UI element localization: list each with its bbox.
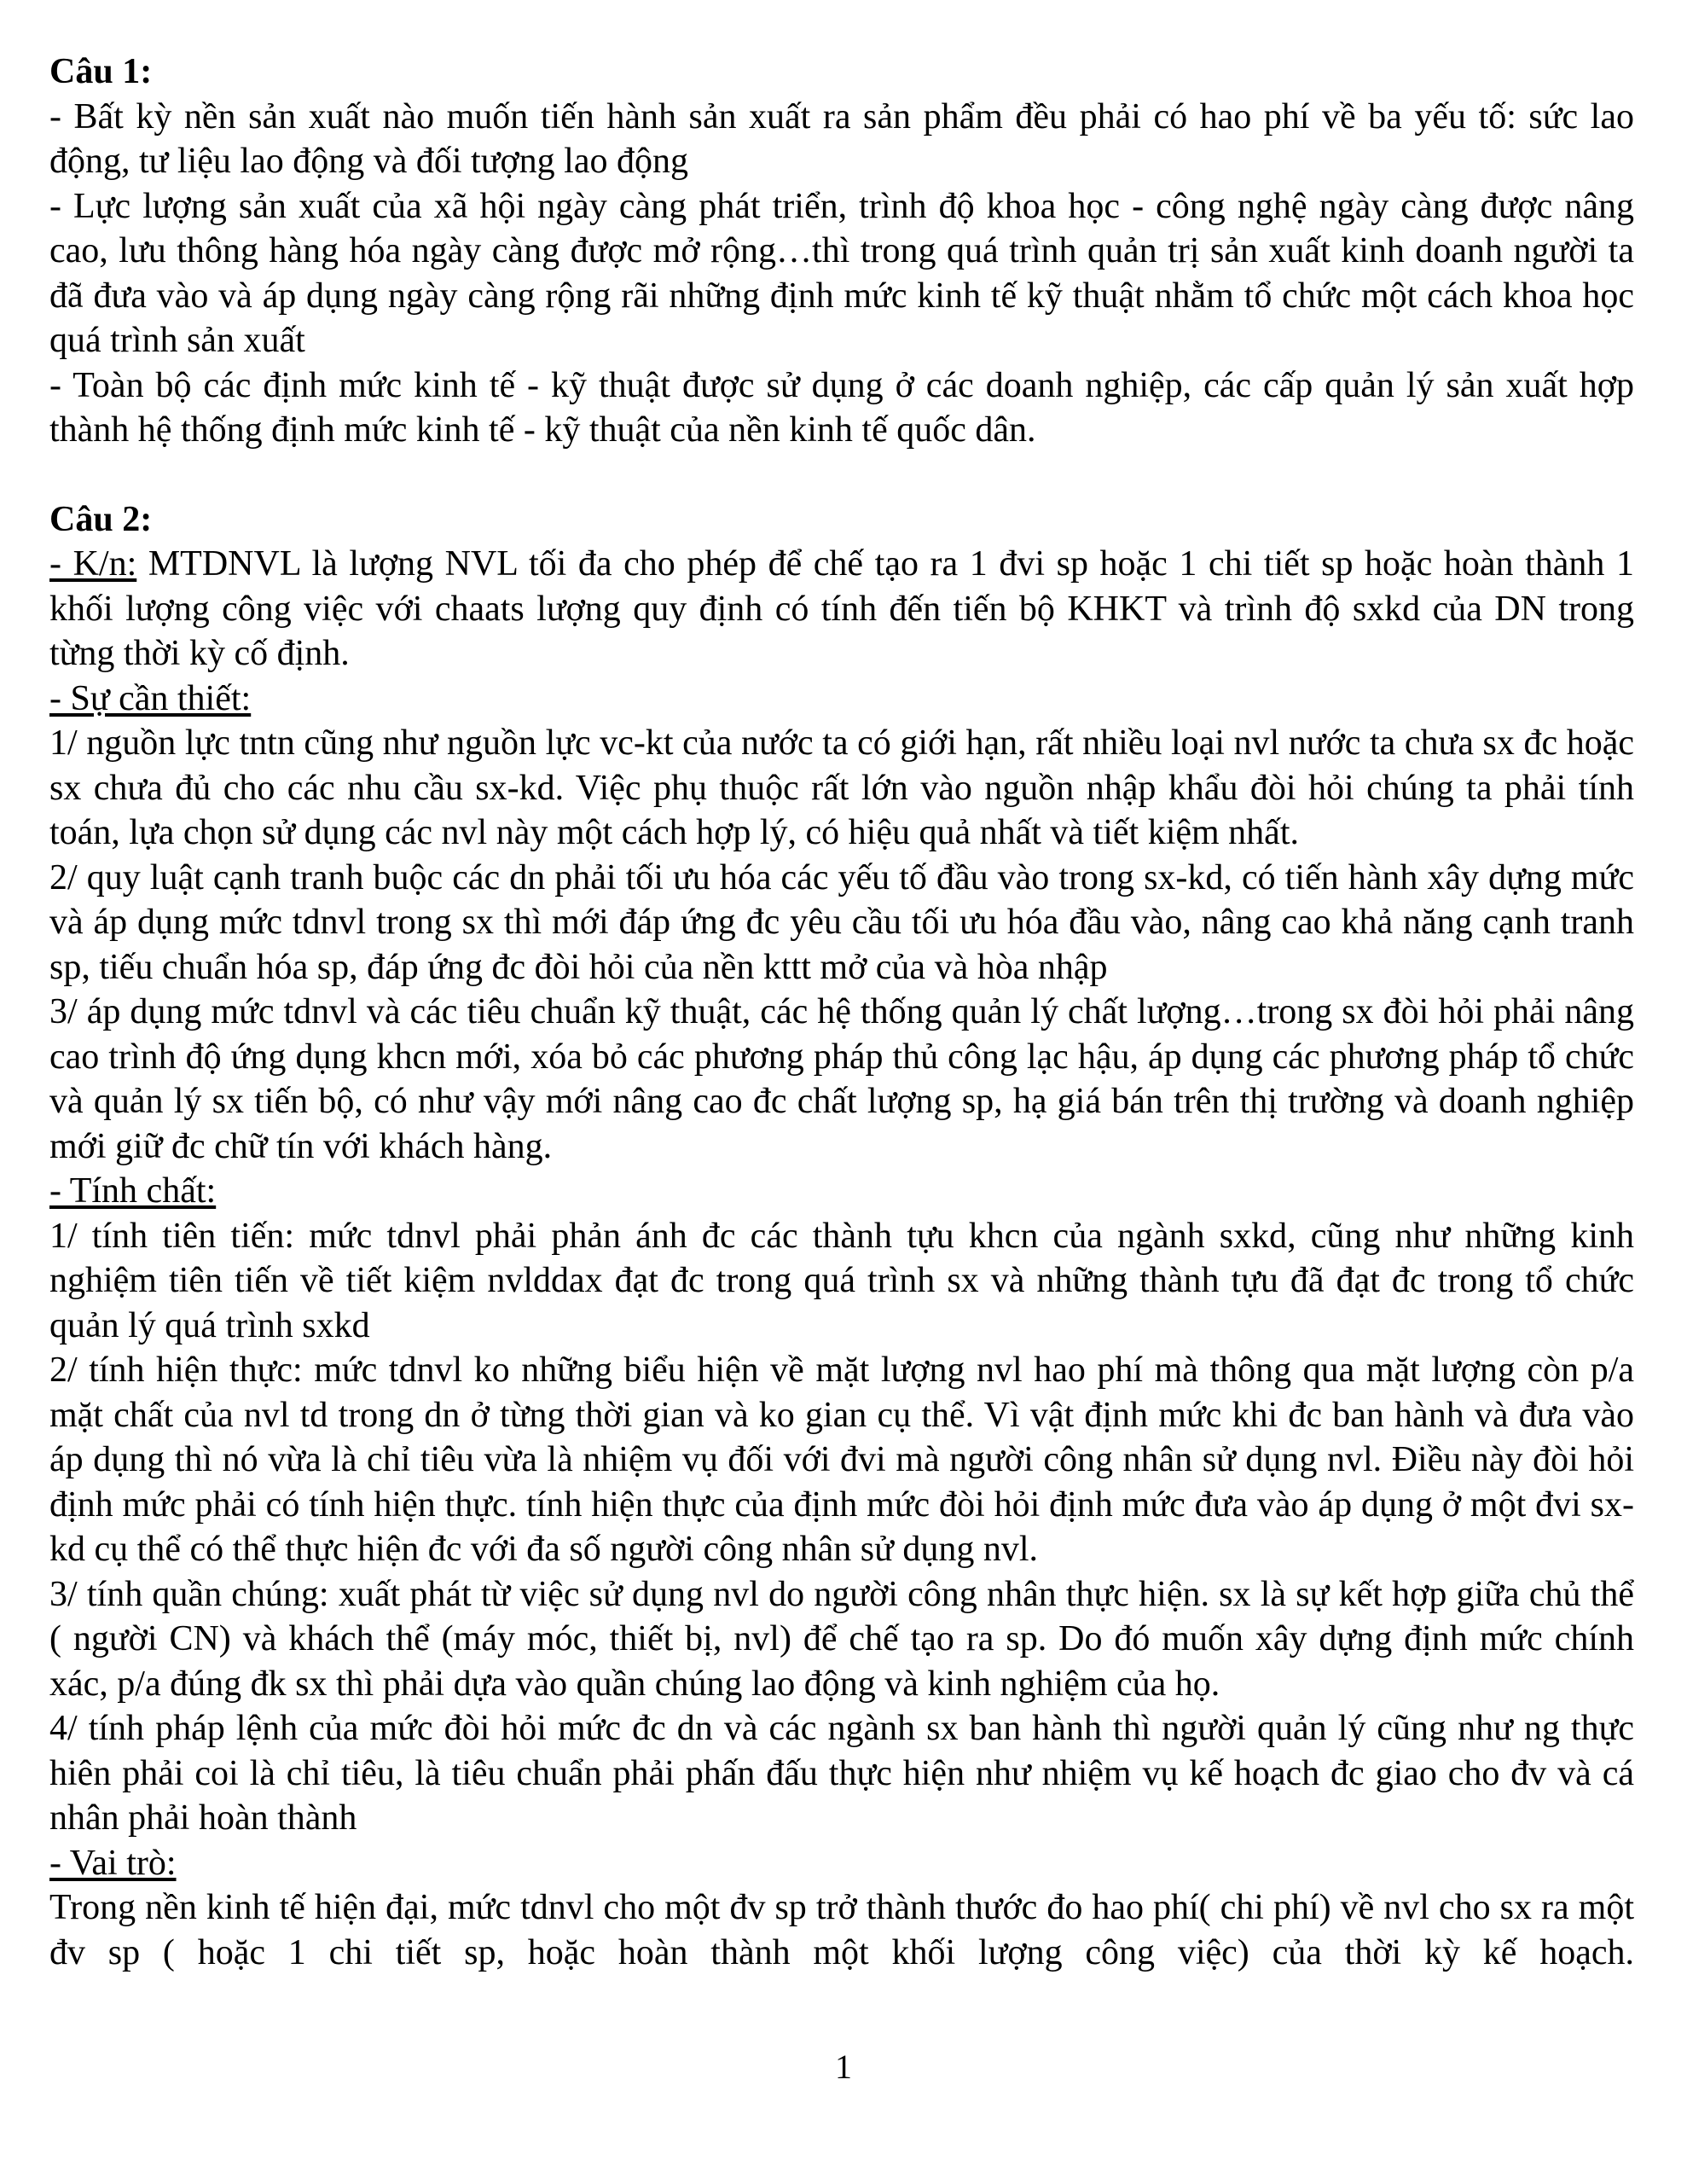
cau1-paragraph-3: - Toàn bộ các định mức kinh tế - kỹ thuật được sử dụng ở các doanh nghiệp, các cấp quản lý sản xuất hợp thành hệ thống định mức kinh tế - kỹ thuật của nền kinh tế quốc dân.	[49, 365, 1634, 450]
necessity-heading	[49, 677, 1634, 722]
cau1-heading: Câu 1:	[49, 52, 153, 91]
properties-label: - Tính chất:	[49, 1171, 217, 1211]
necessity-item-3: 3/ áp dụng mức tdnvl và các tiêu chuẩn kỹ thuật, các hệ thống quản lý chất lượng…trong sx đòi hỏi phải nâng cao trình độ ứng dụng khcn mới, xóa bỏ các phương pháp thủ công lạc hậu, áp dụng các phương pháp tổ chức và quản lý sx tiến bộ, có như vậy mới nâng cao đc chất lượng sp, hạ giá bán trên thị trường và doanh nghiệp mới giữ đc chữ tín với khách hàng.	[49, 992, 1634, 1166]
page-number: 1	[835, 2048, 852, 2086]
cau2-definition	[49, 542, 1634, 677]
necessity-item-1: 1/ nguồn lực tntn cũng như nguồn lực vc-kt của nước ta có giới hạn, rất nhiều loại nvl nước ta chưa sx đc hoặc sx chưa đủ cho các nhu cầu sx-kd. Việc phụ thuộc rất lớn vào nguồn nhập khẩu đòi hỏi chúng ta phải tính toán, lựa chọn sử dụng các nvl này một cách hợp lý, có hiệu quả nhất và tiết kiệm nhất.	[49, 723, 1634, 852]
property-item-1: 1/ tính tiên tiến: mức tdnvl phải phản ánh đc các thành tựu khcn của ngành sxkd, cũng như những kinh nghiệm tiên tiến về tiết kiệm nvlddax đạt đc trong quá trình sx và những thành tựu đã đạt đc trong tổ chức quản lý quá trình sxkd	[49, 1216, 1634, 1345]
cau2-heading: Câu 2:	[49, 499, 153, 539]
necessity-item-2: 2/ quy luật cạnh tranh buộc các dn phải tối ưu hóa các yếu tố đầu vào trong sx-kd, có tiến hành xây dựng mức và áp dụng mức tdnvl trong sx thì mới đáp ứng đc yêu cầu tối ưu hóa đầu vào, nâng cao khả năng cạnh tranh sp, tiếu chuẩn hóa sp, đáp ứng đc đòi hỏi của nền kttt mở của và hòa nhập	[49, 857, 1634, 987]
definition-label: - K/n:	[49, 544, 137, 584]
section-gap	[49, 453, 1634, 497]
property-item-2: 2/ tính hiện thực: mức tdnvl ko những biểu hiện về mặt lượng nvl hao phí mà thông qua mặt lượng còn p/a mặt chất của nvl td trong dn ở từng thời gian và ko gian cụ thể. Vì vật định mức khi đc ban hành và đưa vào áp dụng thì nó vừa là chỉ tiêu vừa là nhiệm vụ đối với đvi mà người công nhân sử dụng nvl. Điều này đòi hỏi định mức phải có tính hiện thực. tính hiện thực của định mức đòi hỏi định mức đưa vào áp dụng ở một đvi sx-kd cụ thể có thể thực hiện đc với đa số người công nhân sử dụng nvl.	[49, 1350, 1634, 1569]
property-item-3: 3/ tính quần chúng: xuất phát từ việc sử dụng nvl do người công nhân thực hiện. sx là sự kết hợp giữa chủ thể ( người CN) và khách thể (máy móc, thiết bị, nvl) để chế tạo ra sp. Do đó muốn xây dựng định mức chính xác, p/a đúng đk sx thì phải dựa vào quần chúng lao động và kinh nghiệm của họ.	[49, 1574, 1634, 1704]
cau1-paragraph-2: - Lực lượng sản xuất của xã hội ngày càng phát triển, trình độ khoa học - công nghệ ngày càng được nâng cao, lưu thông hàng hóa ngày càng được mở rộng…thì trong quá trình quản trị sản xuất kinh doanh người ta đã đưa vào và áp dụng ngày càng rộng rãi những định mức kinh tế kỹ thuật nhằm tổ chức một cách khoa học quá trình sản xuất	[49, 186, 1634, 360]
role-label: - Vai trò:	[49, 1843, 177, 1883]
properties-heading	[49, 1169, 1634, 1214]
role-heading	[49, 1841, 1634, 1886]
necessity-label: - Sự cần thiết:	[49, 678, 252, 718]
property-item-4: 4/ tính pháp lệnh của mức đòi hỏi mức đc dn và các ngành sx ban hành thì người quản lý cũng như ng thực hiên phải coi là chỉ tiêu, là tiêu chuẩn phải phấn đấu thực hiện như nhiệm vụ kế hoạch đc giao cho đv và cá nhân phải hoàn thành	[49, 1709, 1634, 1838]
definition-text: MTDNVL là lượng NVL tối đa cho phép để chế tạo ra 1 đvi sp hoặc 1 chi tiết sp hoặc hoàn thành 1 khối lượng công việc với chaats lượng quy định có tính đến tiến bộ KHKT và trình độ sxkd của DN trong từng thời kỳ cố định.	[49, 544, 1635, 673]
cau1-paragraph-1: - Bất kỳ nền sản xuất nào muốn tiến hành sản xuất ra sản phẩm đều phải có hao phí về ba yếu tố: sức lao động, tư liệu lao động và đối tượng lao động	[49, 96, 1634, 181]
role-text: Trong nền kinh tế hiện đại, mức tdnvl cho một đv sp trở thành thước đo hao phí( chi phí) về nvl cho sx ra một đv sp ( hoặc 1 chi tiết sp, hoặc hoàn thành một khối lượng công việc) của thời kỳ kế hoạch.	[49, 1888, 1634, 1972]
